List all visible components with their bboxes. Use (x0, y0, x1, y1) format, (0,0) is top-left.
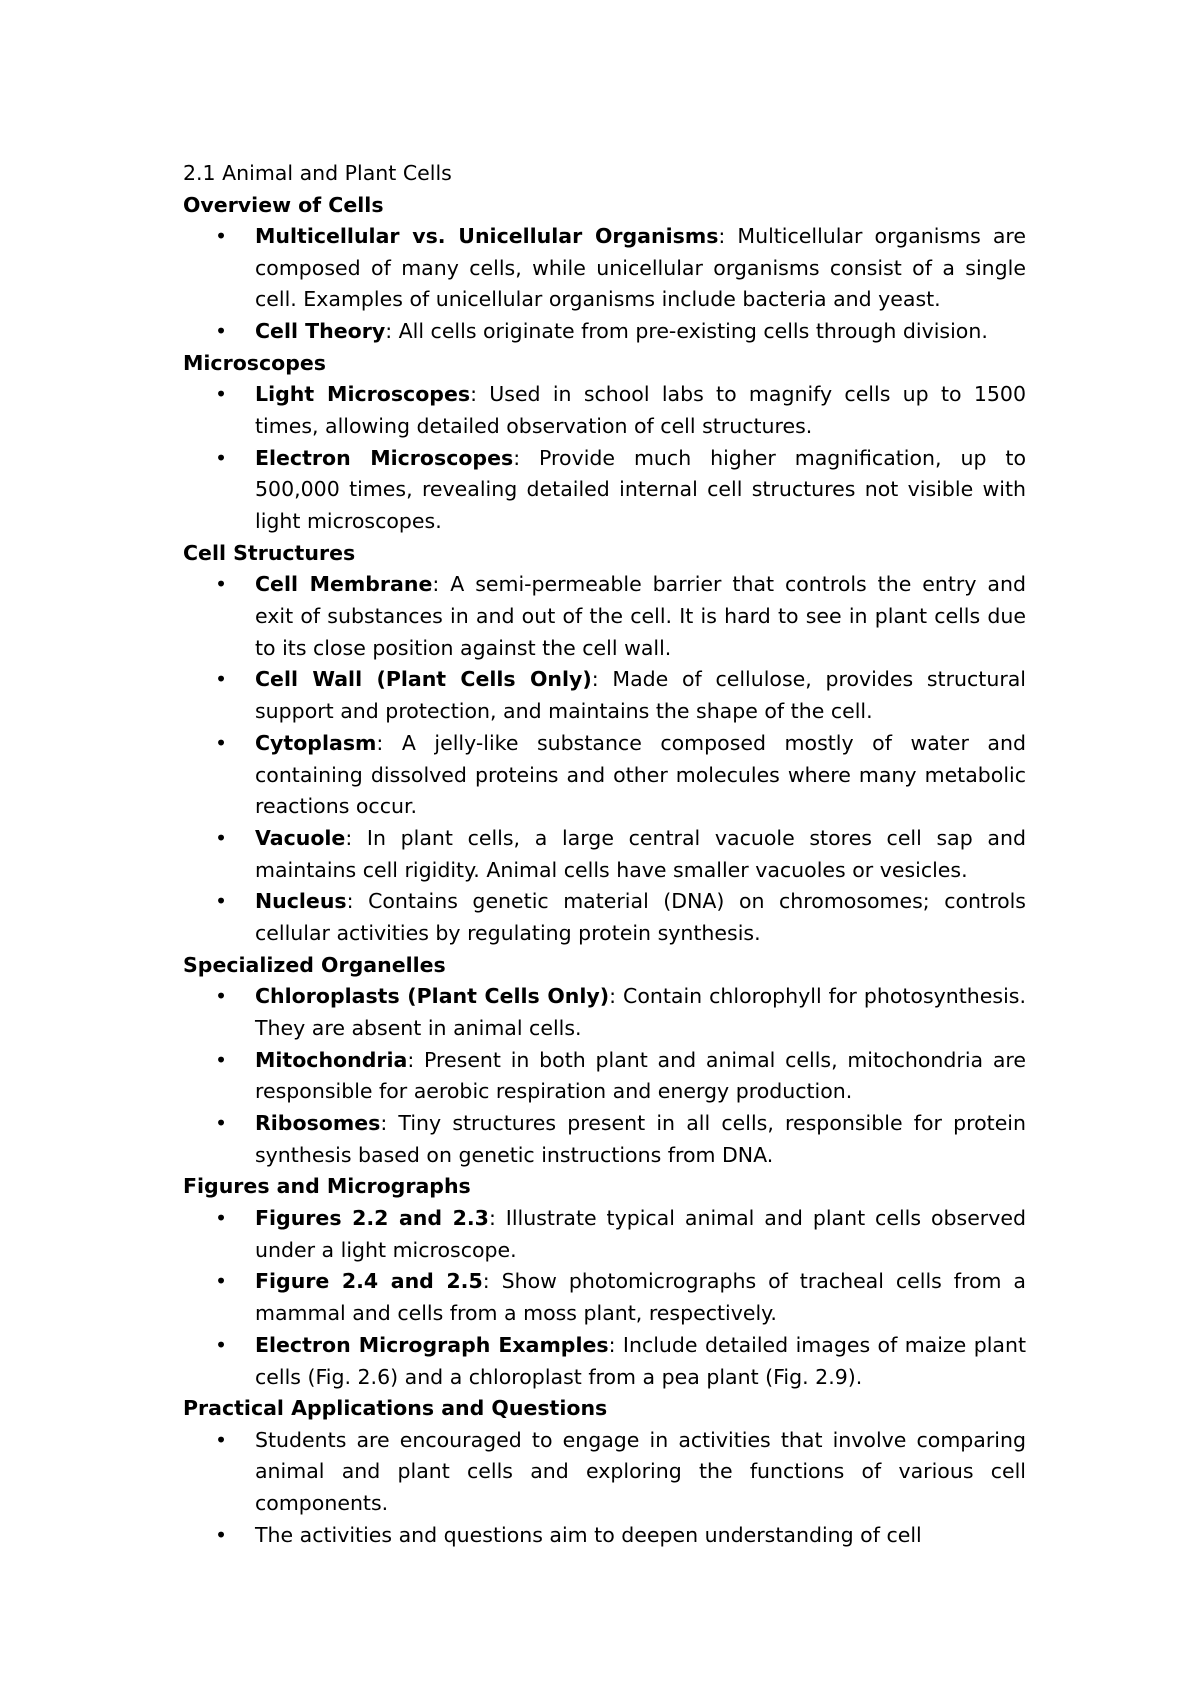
item-text: : In plant cells, a large central vacuole stores cell sap and maintains cell rigidity. Animal cells have smaller vacuoles or vesicles. (255, 825, 1026, 882)
list-item (183, 1266, 1026, 1329)
bullet-list (183, 1203, 1026, 1393)
item-text: The activities and questions aim to deepen understanding of cell (255, 1522, 922, 1547)
bullet-icon: • (215, 319, 228, 344)
list-item (183, 1108, 1026, 1171)
bullet-list (183, 221, 1026, 348)
item-text: : Used in school labs to magnify cells up to 1500 times, allowing detailed observation of cell structures. (255, 382, 1026, 439)
item-text: : Tiny structures present in all cells, responsible for protein synthesis based on genetic instructions from DNA. (255, 1111, 1026, 1167)
item-term: Light Microscopes (255, 382, 471, 407)
item-text: : Made of cellulose, provides structural support and protection, and maintains the shape of the cell. (255, 667, 1027, 724)
item-term: Figure 2.4 and 2.5 (255, 1269, 483, 1294)
document-sections (183, 190, 1026, 1552)
item-text: : Contains genetic material (DNA) on chromosomes; controls cellular activities by regulating protein synthesis. (255, 889, 1026, 946)
list-item (183, 728, 1026, 823)
bullet-icon: • (215, 1111, 228, 1136)
list-item (183, 379, 1026, 442)
bullet-list (183, 981, 1026, 1171)
item-text: : Illustrate typical animal and plant cells observed under a light microscope. (255, 1205, 1026, 1262)
item-text: : A jelly-like substance composed mostly of water and containing dissolved proteins and other molecules where many metabolic reactions occur. (255, 730, 1026, 819)
bullet-list (183, 379, 1026, 538)
item-text: : Show photomicrographs of tracheal cells from a mammal and cells from a moss plant, respectively. (255, 1269, 1026, 1326)
item-term: Electron Micrograph Examples (255, 1332, 609, 1357)
item-text: : All cells originate from pre-existing cells through division. (385, 319, 988, 344)
item-term: Mitochondria (255, 1047, 408, 1072)
list-item (183, 1203, 1026, 1266)
bullet-icon: • (215, 1427, 228, 1452)
item-term: Ribosomes (255, 1111, 381, 1136)
item-term: Vacuole (255, 825, 346, 850)
list-item (183, 221, 1026, 316)
item-term: Cell Wall (Plant Cells Only) (255, 667, 592, 692)
item-term: Multicellular vs. Unicellular Organisms (255, 224, 719, 248)
bullet-icon: • (215, 382, 228, 407)
item-term: Cell Membrane (255, 572, 433, 597)
list-item (183, 1045, 1026, 1108)
bullet-list (183, 569, 1026, 949)
list-item (183, 664, 1026, 727)
item-text: : Contain chlorophyll for photosynthesis. They are absent in animal cells. (255, 984, 1026, 1040)
section-heading: Specialized Organelles (183, 952, 446, 977)
item-text: : Multicellular organisms are composed of many cells, while unicellular organisms consist of a single cell. Examples of unicellular organisms include bacteria and yeast. (255, 224, 1026, 312)
list-item (183, 569, 1026, 664)
item-term: Cytoplasm (255, 730, 377, 755)
bullet-icon: • (215, 1332, 228, 1357)
item-term: Chloroplasts (Plant Cells Only) (255, 984, 610, 1009)
section-heading: Cell Structures (183, 540, 356, 565)
list-item (183, 1425, 1026, 1520)
document-title: 2.1 Animal and Plant Cells (183, 161, 452, 185)
section-heading: Microscopes (183, 350, 326, 375)
section-heading: Overview of Cells (183, 192, 384, 217)
document-page (183, 158, 1026, 1552)
bullet-icon: • (215, 1522, 228, 1547)
bullet-list (183, 1425, 1026, 1552)
item-text: : Provide much higher magnification, up to 500,000 times, revealing detailed internal cell structures not visible with light microscopes. (255, 445, 1026, 534)
list-item (183, 886, 1026, 949)
bullet-icon: • (215, 1269, 228, 1294)
bullet-icon: • (215, 445, 228, 470)
bullet-icon: • (215, 825, 228, 850)
list-item (183, 981, 1026, 1044)
item-term: Figures 2.2 and 2.3 (255, 1205, 489, 1230)
bullet-icon: • (215, 889, 228, 914)
bullet-icon: • (215, 572, 228, 597)
bullet-icon: • (215, 1047, 228, 1072)
section-heading: Figures and Micrographs (183, 1174, 471, 1199)
section-heading: Practical Applications and Questions (183, 1396, 608, 1421)
list-item (183, 316, 1026, 348)
bullet-icon: • (215, 1205, 228, 1230)
list-item (183, 1330, 1026, 1393)
list-item (183, 1520, 1026, 1552)
item-term: Nucleus (255, 889, 347, 914)
bullet-icon: • (215, 667, 228, 692)
item-text: Students are encouraged to engage in activities that involve comparing animal and plant cells and exploring the functions of various cell components. (255, 1427, 1026, 1516)
list-item (183, 823, 1026, 886)
item-text: : Include detailed images of maize plant cells (Fig. 2.6) and a chloroplast from a pea plant (Fig. 2.9). (255, 1332, 1026, 1389)
bullet-icon: • (215, 984, 228, 1009)
list-item (183, 443, 1026, 538)
bullet-icon: • (215, 730, 228, 755)
bullet-icon: • (215, 224, 228, 248)
item-text: : Present in both plant and animal cells, mitochondria are responsible for aerobic respiration and energy production. (255, 1047, 1026, 1104)
item-term: Electron Microscopes (255, 445, 514, 470)
item-term: Cell Theory (255, 319, 386, 344)
item-text: : A semi-permeable barrier that controls the entry and exit of substances in and out of the cell. It is hard to see in plant cells due to its close position against the cell wall. (255, 572, 1026, 660)
